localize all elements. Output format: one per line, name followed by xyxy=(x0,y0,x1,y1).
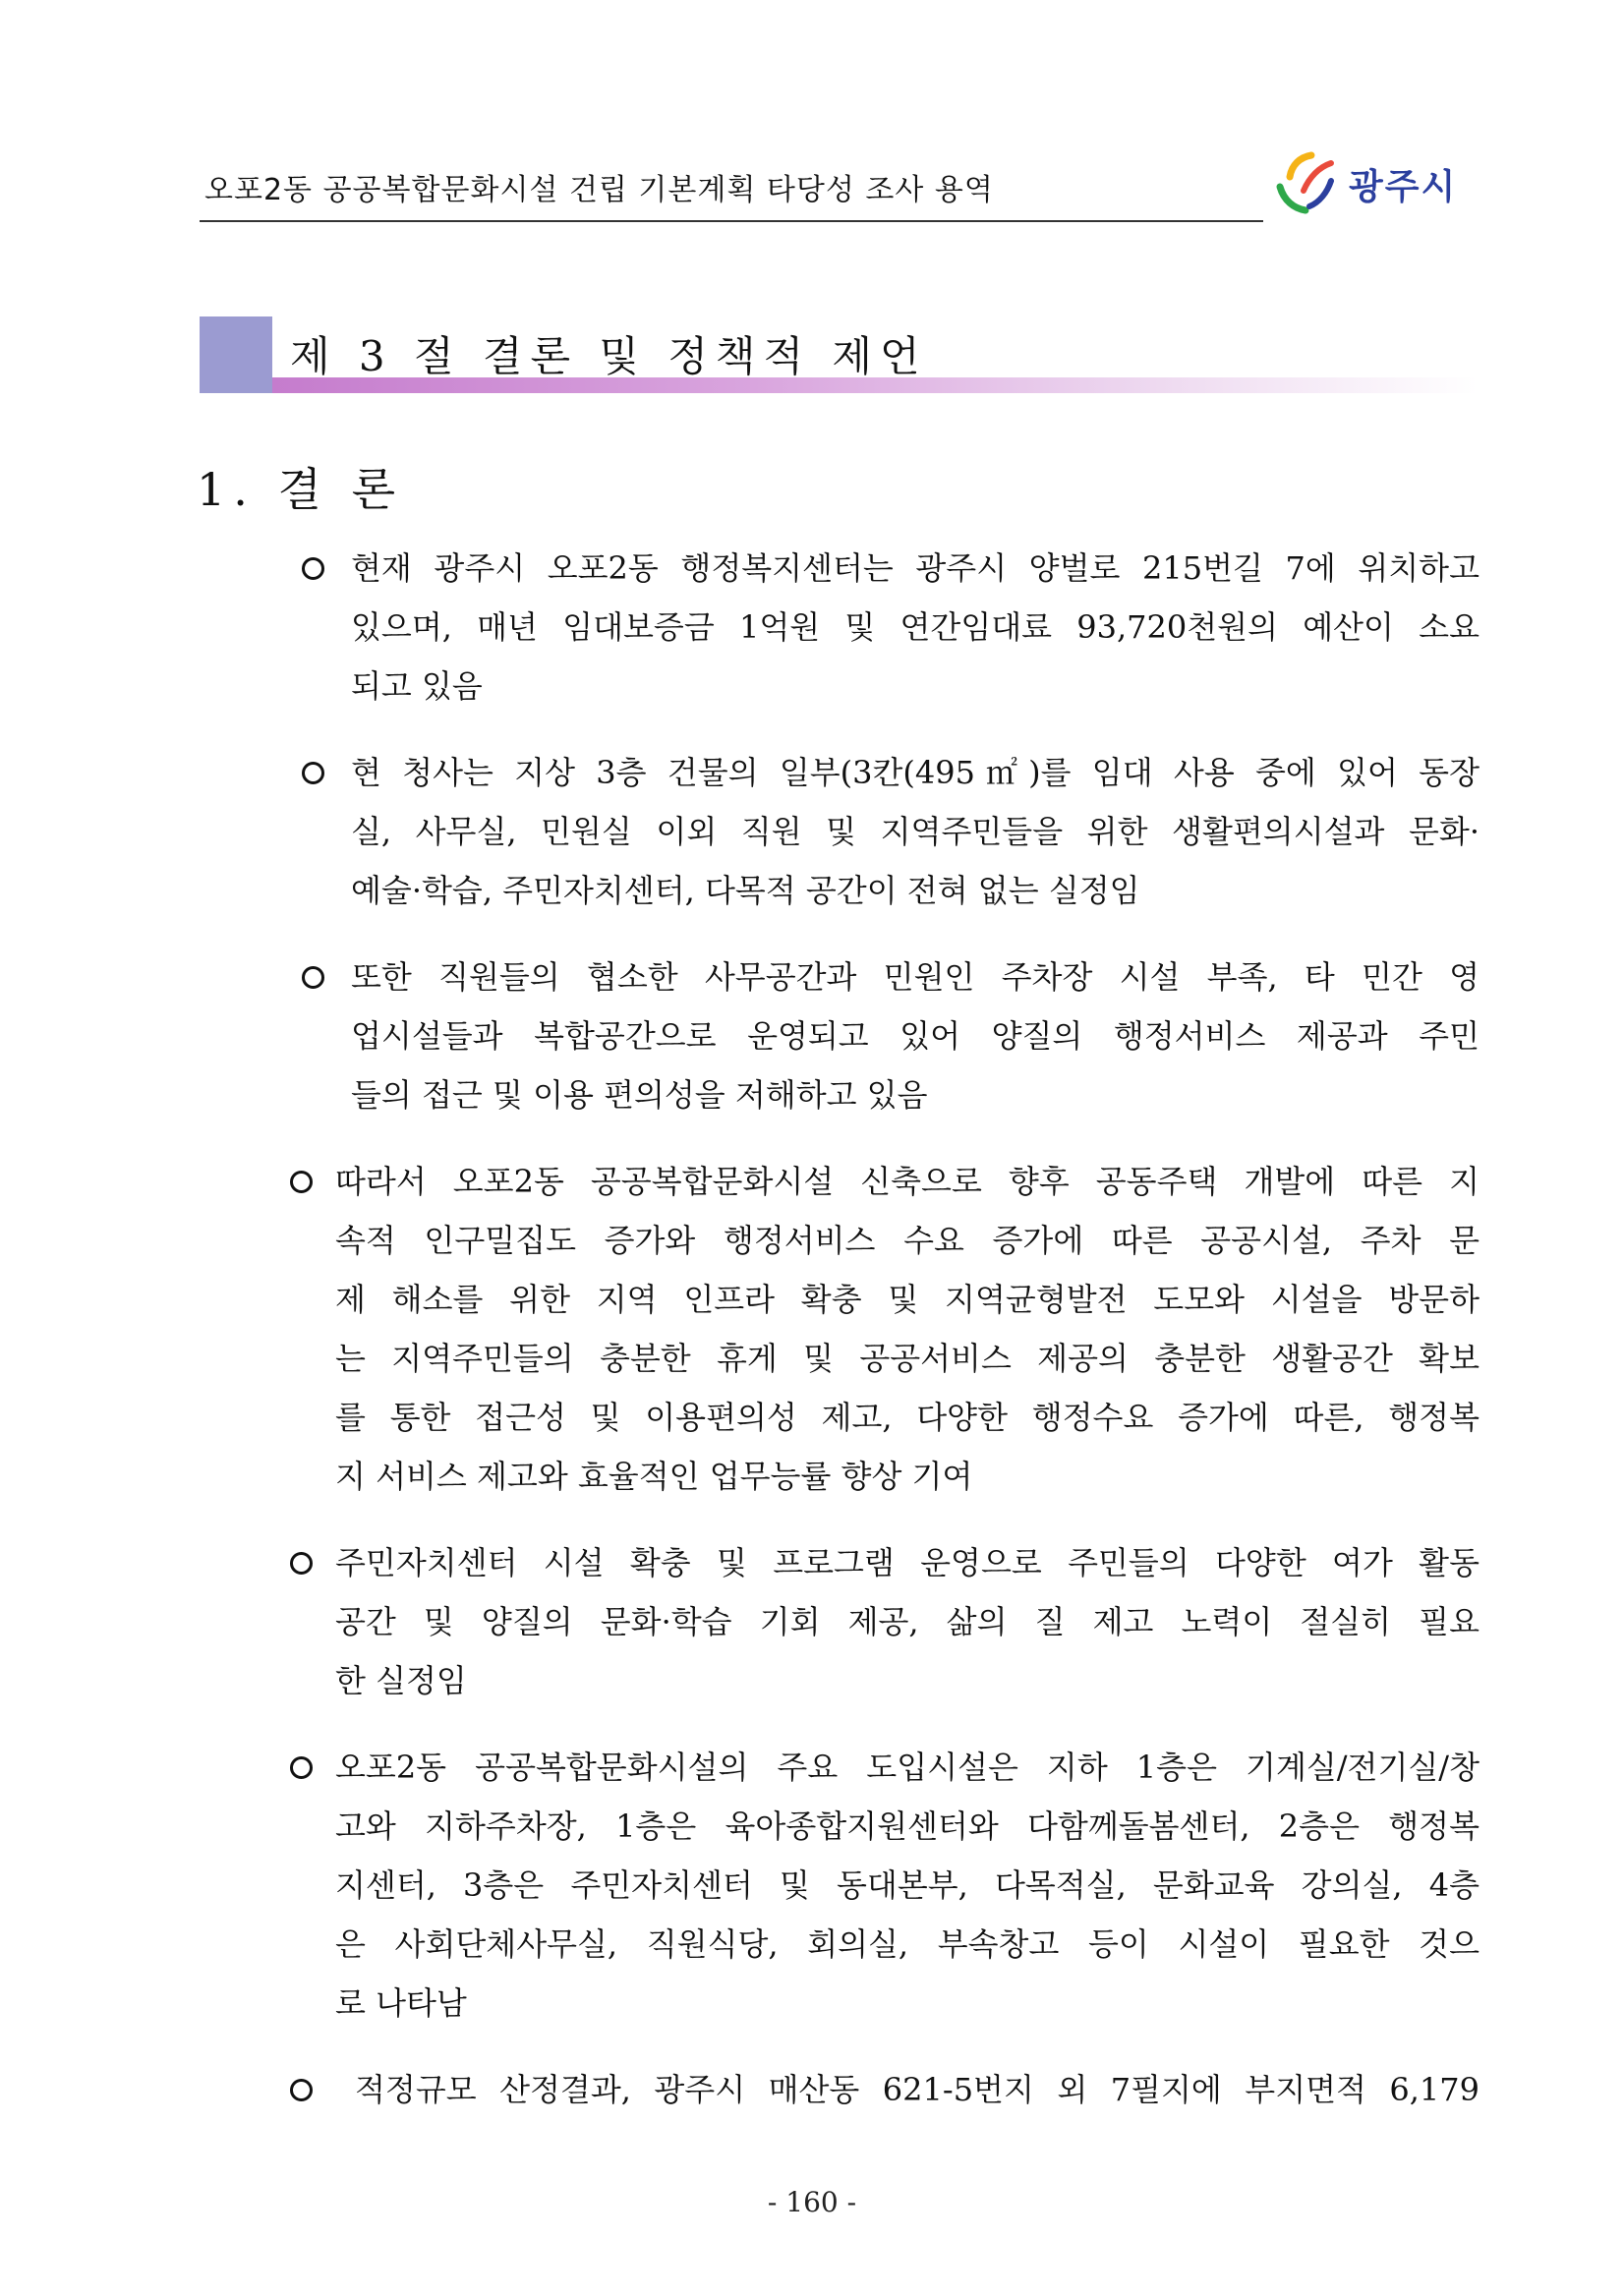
bullet-line: 는 지역주민들의 충분한 휴게 및 공공서비스 제공의 충분한 생활공간 확보 xyxy=(335,1340,1479,1377)
subsection-heading: 1. 결 론 xyxy=(197,463,404,516)
circle-bullet-icon xyxy=(290,1756,313,1779)
bullet-line: 로 나타남 xyxy=(335,1984,467,2022)
page-number: - 160 - xyxy=(767,2186,857,2218)
bullet-line: 들의 접근 및 이용 편의성을 저해하고 있음 xyxy=(351,1076,928,1114)
section-banner xyxy=(200,316,1478,393)
bullet-line: 업시설들과 복합공간으로 운영되고 있어 양질의 행정서비스 제공과 주민 xyxy=(351,1017,1479,1055)
bullet-line: 되고 있음 xyxy=(351,667,483,705)
document-title: 오포2동 공공복합문화시설 건립 기본계획 타당성 조사 용역 xyxy=(204,173,994,207)
bullet-line: 실, 사무실, 민원실 이외 직원 및 지역주민들을 위한 생활편의시설과 문화· xyxy=(351,813,1479,850)
circle-bullet-icon xyxy=(290,1171,313,1193)
logo-text: 광주시 xyxy=(1349,167,1458,207)
section-heading: 제 3 절 결론 및 정책적 제언 xyxy=(290,332,928,380)
bullet-line: 속적 인구밀집도 증가와 행정서비스 수요 증가에 따른 공공시설, 주차 문 xyxy=(335,1222,1479,1259)
bullet-line: 또한 직원들의 협소한 사무공간과 민원인 주차장 시설 부족, 타 민간 영 xyxy=(351,958,1479,996)
circle-bullet-icon xyxy=(290,1552,313,1575)
circle-bullet-icon xyxy=(302,966,324,989)
bullet-line: 지센터, 3층은 주민자치센터 및 동대본부, 다목적실, 문화교육 강의실, 4층 xyxy=(335,1866,1479,1904)
header-divider xyxy=(200,220,1263,222)
bullet-line: 예술·학습, 주민자치센터, 다목적 공간이 전혀 없는 실정임 xyxy=(351,872,1140,909)
bullet-line: 따라서 오포2동 공공복합문화시설 신축으로 향후 공동주택 개발에 따른 지 xyxy=(335,1163,1479,1200)
circle-bullet-icon xyxy=(290,2079,313,2101)
gwangju-city-emblem-icon xyxy=(1270,147,1345,222)
bullet-line: 공간 및 양질의 문화·학습 기회 제공, 삶의 질 제고 노력이 절실히 필요 xyxy=(335,1603,1479,1640)
bullet-line: 한 실정임 xyxy=(335,1662,467,1699)
bullet-line: 적정규모 산정결과, 광주시 매산동 621-5번지 외 7필지에 부지면적 6,179 xyxy=(355,2071,1479,2108)
bullet-line: 현 청사는 지상 3층 건물의 일부(3칸(495㎡)를 임대 사용 중에 있어 동장 xyxy=(351,754,1479,791)
bullet-line: 있으며, 매년 임대보증금 1억원 및 연간임대료 93,720천원의 예산이 소요 xyxy=(351,608,1479,646)
circle-bullet-icon xyxy=(302,557,324,580)
circle-bullet-icon xyxy=(302,762,324,784)
bullet-line: 현재 광주시 오포2동 행정복지센터는 광주시 양벌로 215번길 7에 위치하고 xyxy=(351,549,1479,587)
gwangju-city-logo xyxy=(1270,147,1467,222)
bullet-line: 주민자치센터 시설 확충 및 프로그램 운영으로 주민들의 다양한 여가 활동 xyxy=(335,1544,1479,1581)
bullet-line: 제 해소를 위한 지역 인프라 확충 및 지역균형발전 도모와 시설을 방문하 xyxy=(335,1281,1479,1318)
bullet-line: 은 사회단체사무실, 직원식당, 회의실, 부속창고 등이 시설이 필요한 것으 xyxy=(335,1925,1479,1963)
bullet-line: 지 서비스 제고와 효율적인 업무능률 향상 기여 xyxy=(335,1458,973,1495)
bullet-line: 오포2동 공공복합문화시설의 주요 도입시설은 지하 1층은 기계실/전기실/창 xyxy=(335,1749,1479,1786)
bullet-line: 를 통한 접근성 및 이용편의성 제고, 다양한 행정수요 증가에 따른, 행정복 xyxy=(335,1399,1479,1436)
section-accent-bar xyxy=(200,316,272,393)
bullet-line: 고와 지하주차장, 1층은 육아종합지원센터와 다함께돌봄센터, 2층은 행정복 xyxy=(335,1808,1479,1845)
